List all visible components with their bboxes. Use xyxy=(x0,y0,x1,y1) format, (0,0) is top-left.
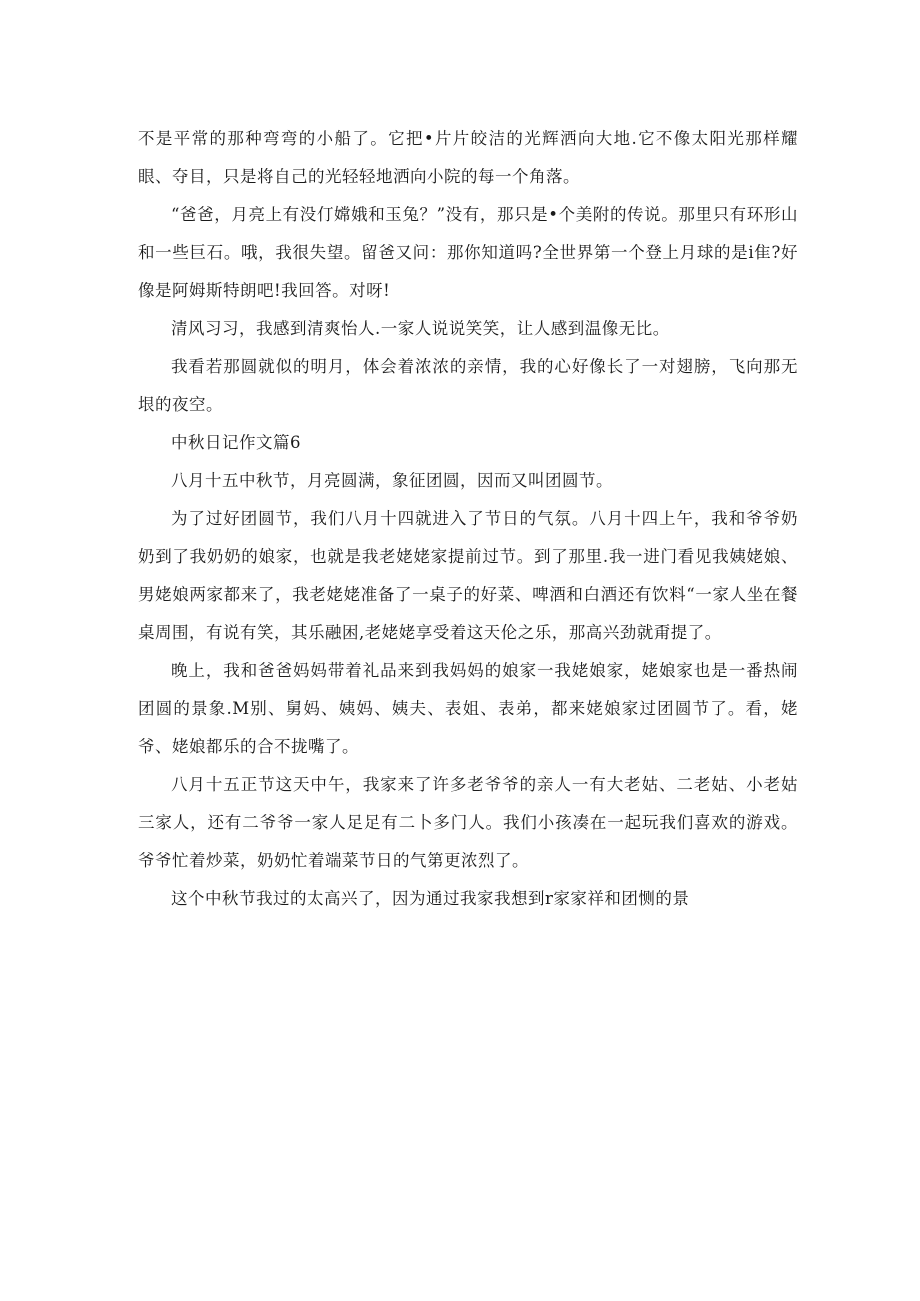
paragraph-dialogue: “爸爸，月亮上有没仃嫦娥和玉兔？”没有，那只是•个美附的传说。那里只有环形山和一些巨石。哦，我很失望。留爸又问：那你知道吗?全世界第一个登上月球的是i隹?好像是阿姆斯特朗吧!我回答。对呀! xyxy=(138,205,798,300)
paragraph-intro: 八月十五中秋节，月亮圆满，象征团圆，因而又叫团圆节。 xyxy=(171,471,613,490)
section-heading: 中秋日记作文篇6 xyxy=(171,433,301,452)
paragraph-conclusion: 这个中秋节我过的太高兴了，因为通过我家我想到r家家祥和团恻的景 xyxy=(171,889,690,908)
paragraph-day-fifteen: 八月十五正节这天中午，我家来了许多老爷爷的亲人一有大老姑、二老姑、小老姑三家人，还有二爷爷一家人足足有二卜多门人。我们小孩凑在一起玩我们喜欢的游戏。爷爷忙着炒菜，奶奶忙着端菜节日的气第更浓烈了。 xyxy=(138,775,798,870)
paragraph-evening: 晚上，我和爸爸妈妈带着礼品来到我妈妈的娘家一我姥娘家，姥娘家也是一番热闹团圆的景象.M别、舅妈、姨妈、姨夫、表姐、表弟，都来姥娘家过团圆节了。看，姥爷、姥娘都乐的合不拢嘴了。 xyxy=(138,661,798,756)
document-body xyxy=(138,120,798,918)
paragraph-breeze: 清风习习，我感到清爽怡人.一家人说说笑笑，让人感到温像无比。 xyxy=(171,319,670,338)
paragraph-night-sky: 我看若那圆就似的明月，体会着浓浓的亲情，我的心好像长了一对翅膀，飞向那无垠的夜空。 xyxy=(138,357,798,414)
paragraph-day-fourteen: 为了过好团圆节，我们八月十四就进入了节日的气氛。八月十四上午，我和爷爷奶奶到了我奶奶的娘家，也就是我老姥姥家提前过节。到了那里.我一进门看见我姨姥娘、男姥娘两家都来了，我老姥姥准备了一桌子的好菜、啤酒和白酒还有饮料“一家人坐在餐桌周围，有说有笑，其乐融困,老姥姥享受着这天伦之乐，那高兴劲就甭提了。 xyxy=(138,509,798,642)
paragraph-moon-light: 不是平常的那种弯弯的小船了。它把•片片皎洁的光辉洒向大地.它不像太阳光那样耀眼、夺目，只是将自己的光轻轻地洒向小院的每一个角落。 xyxy=(138,129,798,186)
